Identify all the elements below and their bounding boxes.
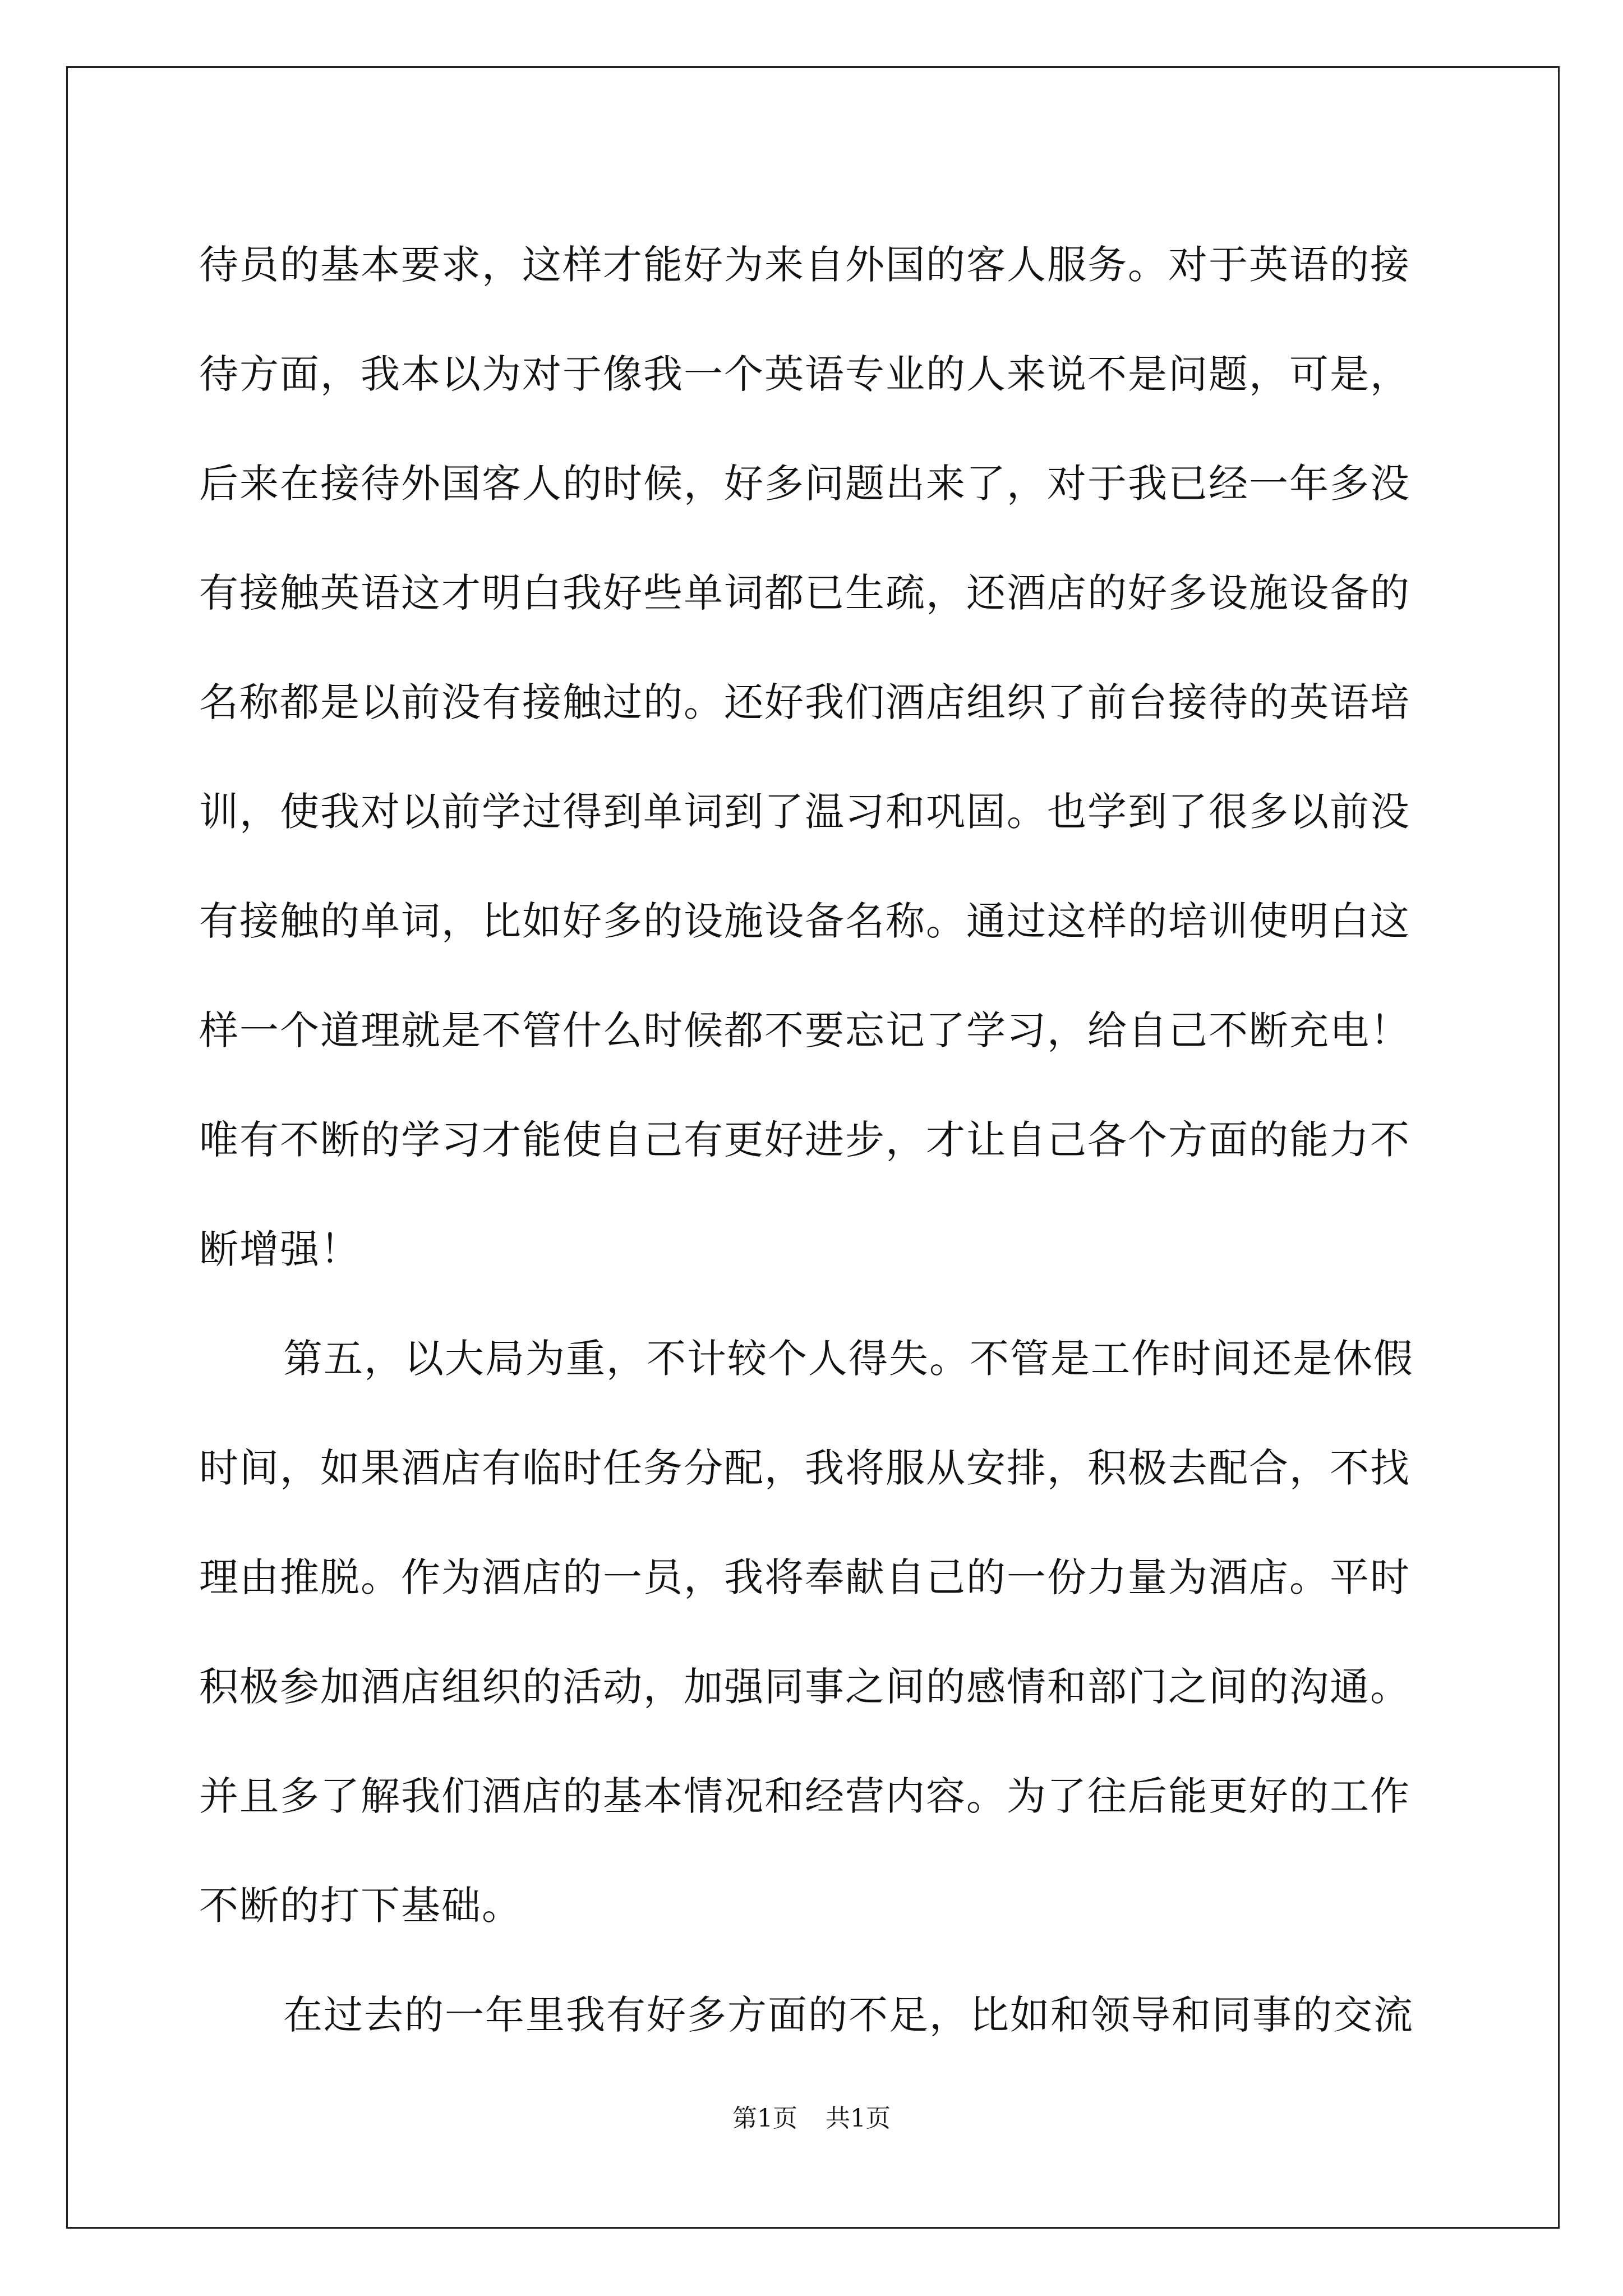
text-line: 唯有不断的学习才能使自己有更好进步，才让自己各个方面的能力不 <box>199 1117 1410 1163</box>
paragraph-first-line: 在过去的一年里我有好多方面的不足，比如和领导和同事的交流 <box>283 1992 1414 2038</box>
text-line: 断增强！ <box>199 1226 361 1272</box>
text-line: 训，使我对以前学过得到单词到了温习和巩固。也学到了很多以前没 <box>199 789 1410 835</box>
text-line: 不断的打下基础。 <box>199 1883 522 1929</box>
document-body <box>199 210 1422 2070</box>
page-number: 第1页 <box>732 2104 797 2133</box>
text-line: 积极参加酒店组织的活动，加强同事之间的感情和部门之间的沟通。 <box>199 1664 1410 1710</box>
text-line: 理由推脱。作为酒店的一员，我将奉献自己的一份力量为酒店。平时 <box>199 1554 1410 1600</box>
page-footer <box>0 2098 1623 2134</box>
text-line: 有接触英语这才明白我好些单词都已生疏，还酒店的好多设施设备的 <box>199 570 1410 616</box>
text-line: 后来在接待外国客人的时候，好多问题出来了，对于我已经一年多没 <box>199 461 1410 507</box>
text-line: 待方面，我本以为对于像我一个英语专业的人来说不是问题，可是， <box>199 351 1410 397</box>
paragraph-first-line: 第五，以大局为重，不计较个人得失。不管是工作时间还是休假 <box>283 1336 1414 1382</box>
text-line: 名称都是以前没有接触过的。还好我们酒店组织了前台接待的英语培 <box>199 679 1410 725</box>
text-line: 待员的基本要求，这样才能好为来自外国的客人服务。对于英语的接 <box>199 242 1410 288</box>
text-line: 样一个道理就是不管什么时候都不要忘记了学习，给自己不断充电！ <box>199 1007 1410 1053</box>
text-line: 有接触的单词，比如好多的设施设备名称。通过这样的培训使明白这 <box>199 898 1410 944</box>
page-total: 共1页 <box>826 2104 891 2133</box>
text-line: 时间，如果酒店有临时任务分配，我将服从安排，积极去配合，不找 <box>199 1445 1410 1491</box>
text-line: 并且多了解我们酒店的基本情况和经营内容。为了往后能更好的工作 <box>199 1773 1410 1819</box>
